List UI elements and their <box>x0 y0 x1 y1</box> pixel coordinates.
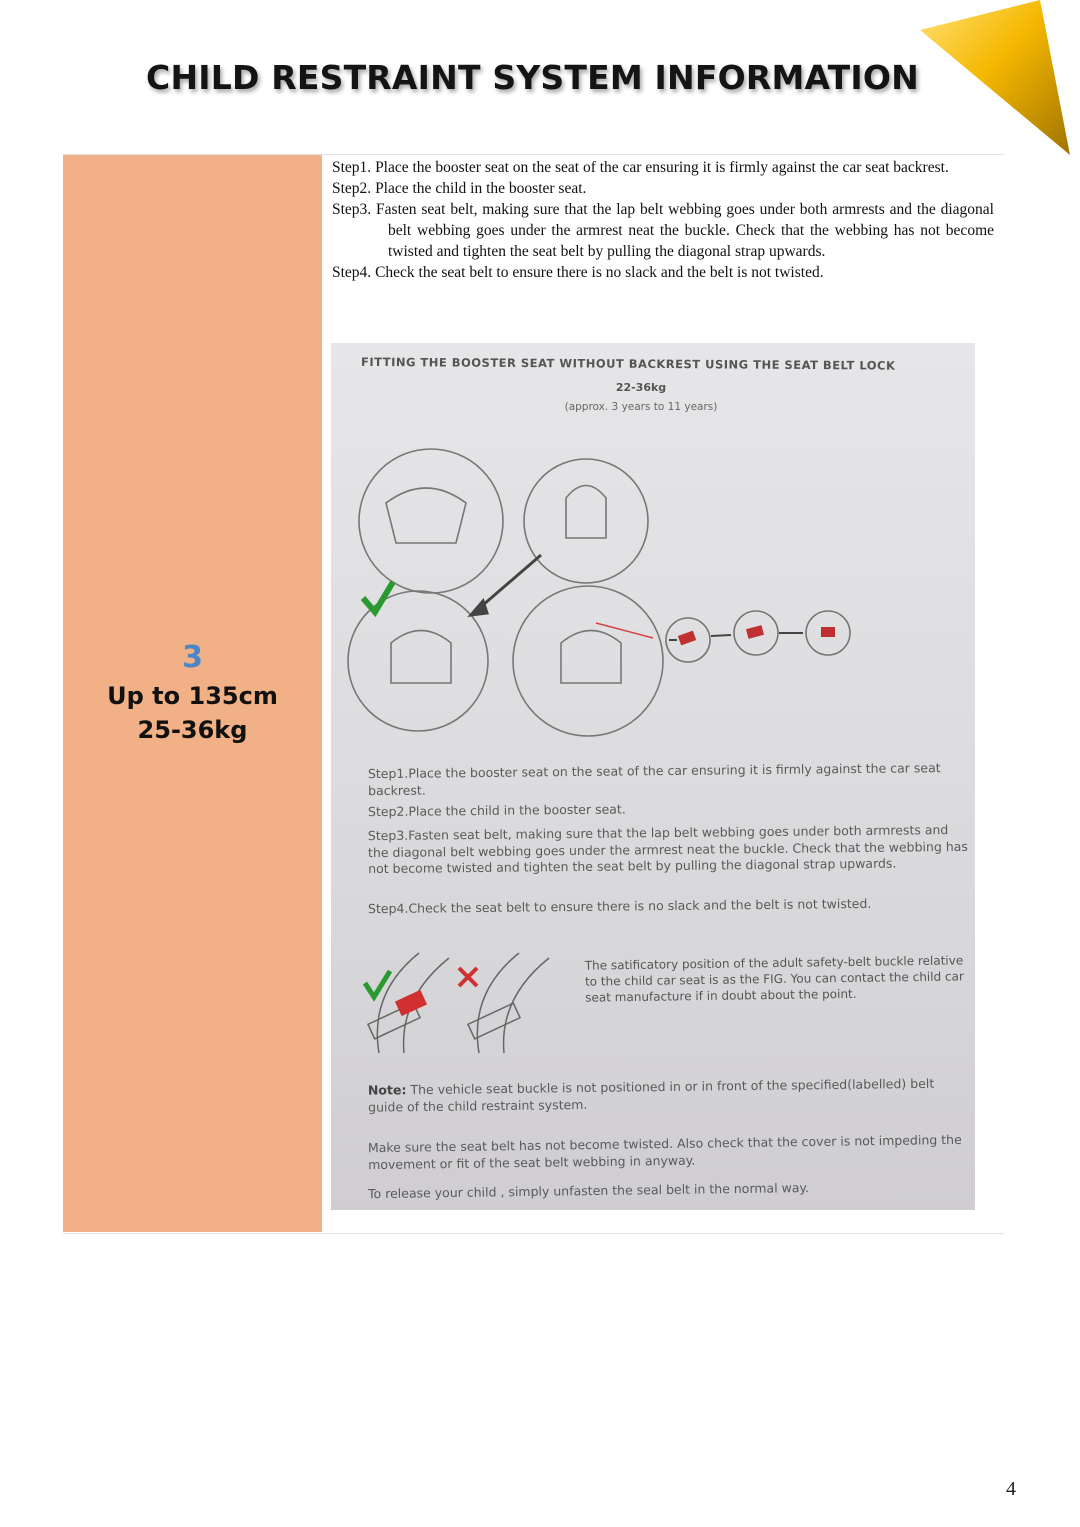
photo-step2: Step2.Place the child in the booster seat. <box>367 801 626 820</box>
step-text: Place the child in the booster seat. <box>375 180 587 197</box>
photo-step1: Step1.Place the booster seat on the seat of the car ensuring it is firmly against the car seat backrest. <box>367 760 941 798</box>
group-weight: 25-36kg <box>137 716 248 744</box>
photo-twist-text: Make sure the seat belt has not become twisted. Also check that the cover is not impeding the movement or fit of the seat belt webbing in anyway. <box>367 1131 962 1173</box>
instruction-photo <box>331 343 975 1210</box>
fig-child-seated <box>524 459 648 583</box>
page-title: CHILD RESTRAINT SYSTEM INFORMATION <box>146 58 919 97</box>
fig-belt-tightened <box>513 586 663 736</box>
step-text: Place the booster seat on the seat of the car ensuring it is firmly against the car seat backrest. <box>375 159 949 176</box>
photo-note <box>368 1074 968 1115</box>
step-label: Step1. <box>332 159 372 176</box>
photo-position-text: The satificatory position of the adult safety-belt buckle relative to the child car seat is as the FIG. You can contact the child car seat manufacture if in doubt about the point. <box>584 953 964 1005</box>
note-label: Note: <box>367 1082 407 1098</box>
note-text: The vehicle seat buckle is not positioned in or in front of the specified(labelled) belt guide of the child restraint system. <box>368 1075 935 1115</box>
photo-release-text: To release your child , simply unfasten the seal belt in the normal way. <box>367 1180 810 1202</box>
step-item <box>332 262 994 283</box>
fig-seat-placement <box>359 449 503 593</box>
step-item <box>332 178 994 199</box>
step-text: Fasten seat belt, making sure that the lap belt webbing goes under both armrests and the diagonal belt webbing goes under the armrest neat the buckle. Check that the webbing has not become twisted and tighten the seat belt by pulling the diagonal strap upwards. <box>376 201 994 260</box>
photo-title: FITTING THE BOOSTER SEAT WITHOUT BACKREST USING THE SEAT BELT LOCK <box>360 354 896 373</box>
photo-step3: Step3.Fasten seat belt, making sure that the lap belt webbing goes under both armrests and the diagonal belt webbing goes under the armrest neat the buckle. Check that the webbing has not become twisted and tighten the seat belt by pulling the diagonal strap upwards. <box>367 822 968 877</box>
group-height: Up to 135cm <box>107 682 278 710</box>
buckle-position-figure <box>359 943 569 1058</box>
photo-weight: 22-36kg <box>615 381 667 394</box>
step-text: Check the seat belt to ensure there is no slack and the belt is not twisted. <box>375 264 824 281</box>
page-number: 4 <box>1006 1478 1016 1500</box>
photo-step4: Step4.Check the seat belt to ensure there is no slack and the belt is not twisted. <box>367 895 872 917</box>
photo-age: (approx. 3 years to 11 years) <box>564 401 718 413</box>
group-number: 3 <box>182 640 203 675</box>
step-item <box>332 199 994 262</box>
step-list <box>332 157 994 283</box>
fig-belt-fastened <box>348 591 488 731</box>
cross-icon <box>459 968 477 986</box>
step-item <box>332 157 994 178</box>
fitting-illustration <box>331 443 975 763</box>
step-label: Step3. <box>332 201 372 218</box>
step-label: Step4. <box>332 264 372 281</box>
step-label: Step2. <box>332 180 372 197</box>
